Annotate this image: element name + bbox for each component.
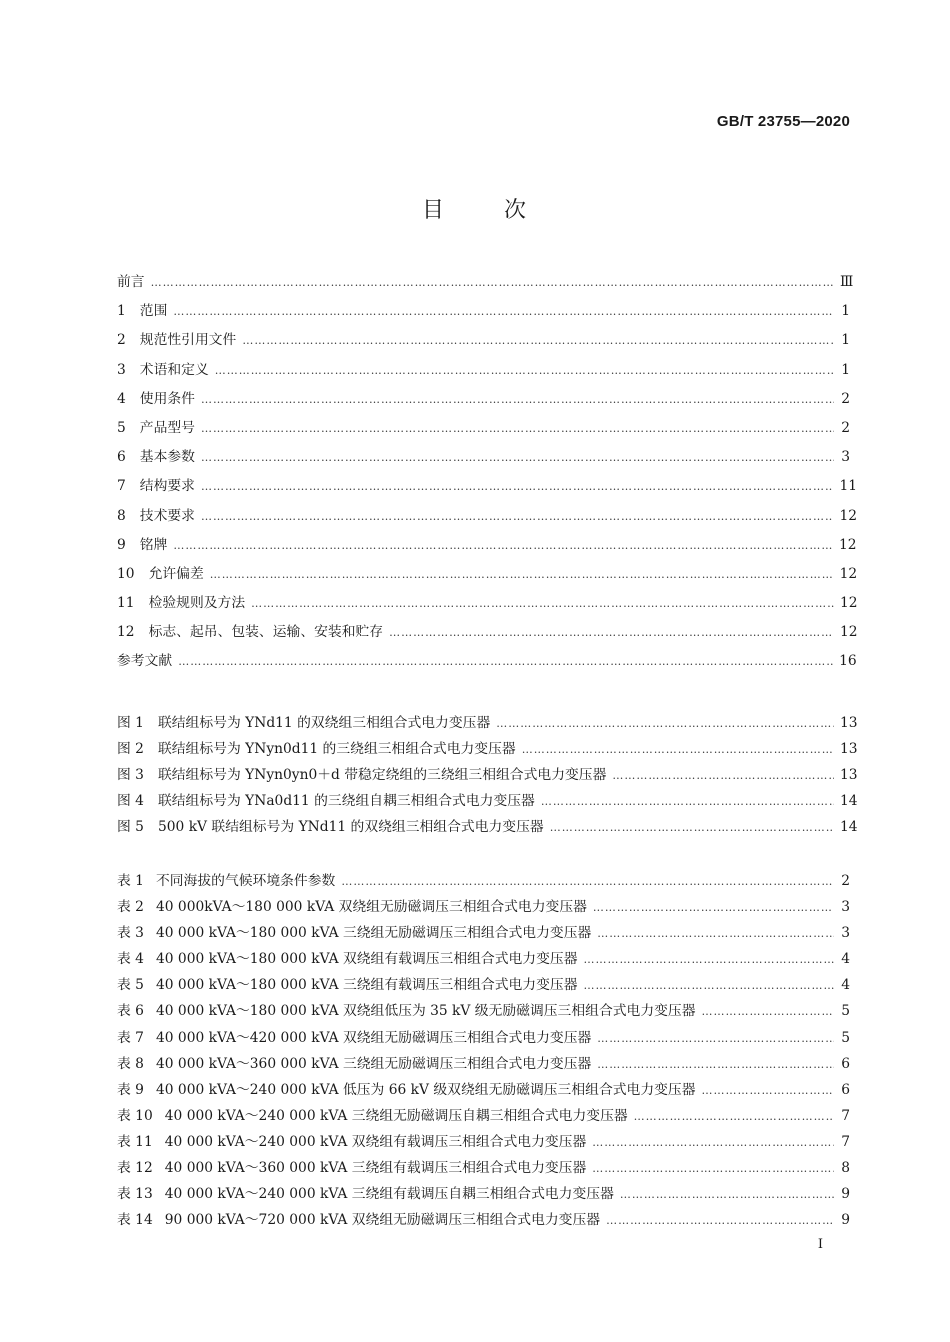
entry-title: 范围	[139, 303, 168, 320]
entry-number: 表 9	[117, 1081, 144, 1098]
toc-entry[interactable]	[117, 921, 850, 947]
entry-page: 9	[841, 1212, 850, 1229]
dot-leader	[173, 539, 833, 552]
entry-number: 表 3	[117, 925, 144, 942]
entry-title: 40 000 kVA～240 000 kVA 低压为 66 kV 级双绕组无励磁调压三相组合式电力变压器	[155, 1081, 696, 1098]
toc-entry[interactable]	[117, 1078, 850, 1104]
entry-title: 术语和定义	[139, 361, 209, 378]
entry-number: 5	[117, 419, 126, 436]
dot-leader	[584, 953, 835, 966]
toc-entry[interactable]	[117, 1156, 850, 1182]
dot-leader	[597, 927, 834, 940]
entry-page: 11	[839, 478, 858, 495]
entry-page: 3	[841, 899, 850, 916]
entry-number: 表 11	[117, 1133, 153, 1150]
entry-page: 5	[841, 1003, 850, 1020]
entry-page: Ⅲ	[840, 274, 854, 290]
dot-leader	[597, 1032, 834, 1045]
toc-entry[interactable]	[117, 895, 850, 921]
entry-page: 3	[841, 449, 850, 466]
entry-title: 联结组标号为 YNd11 的双绕组三相组合式电力变压器	[157, 715, 491, 731]
entry-number: 表 14	[117, 1212, 153, 1229]
entry-page: 3	[841, 925, 850, 942]
tables-list	[117, 869, 850, 1234]
dot-leader	[496, 717, 834, 730]
dot-leader	[178, 655, 833, 668]
entry-title: 40 000 kVA～360 000 kVA 三绕组有载调压三相组合式电力变压器	[164, 1160, 587, 1177]
entry-page: 8	[841, 1160, 850, 1177]
toc-entry[interactable]	[117, 999, 850, 1025]
entry-page: 5	[841, 1029, 850, 1046]
dot-leader	[593, 901, 834, 914]
entry-title: 90 000 kVA～720 000 kVA 双绕组无励磁调压三相组合式电力变压器	[164, 1212, 601, 1229]
entry-number: 10	[117, 565, 135, 582]
toc-entry[interactable]	[117, 649, 857, 678]
entry-number: 1	[117, 303, 126, 320]
dot-leader	[201, 510, 834, 523]
entry-page: 9	[841, 1186, 850, 1203]
toc-entry[interactable]	[117, 562, 858, 591]
entry-title: 规范性引用文件	[139, 332, 237, 349]
entry-page: 1	[841, 332, 850, 349]
entry-number: 表 12	[117, 1160, 153, 1177]
entry-title: 标志、起吊、包装、运输、安装和贮存	[148, 624, 384, 641]
entry-page: 2	[841, 419, 850, 436]
dot-leader	[541, 795, 834, 808]
toc-entry[interactable]	[117, 1208, 850, 1234]
entry-title: 40 000 kVA～420 000 kVA 双绕组无励磁调压三相组合式电力变压器	[155, 1029, 592, 1046]
entry-title: 联结组标号为 YNyn0d11 的三绕组三相组合式电力变压器	[157, 741, 516, 758]
entry-number: 图 4	[117, 793, 144, 810]
toc-entry[interactable]	[117, 869, 850, 895]
entry-number: 表 7	[117, 1029, 144, 1046]
entry-title: 40 000 kVA～240 000 kVA 三绕组无励磁调压自耦三相组合式电力变压器	[164, 1107, 628, 1124]
dot-leader	[389, 626, 834, 639]
dot-leader	[242, 334, 834, 347]
toc-entry[interactable]	[117, 387, 850, 416]
entry-title: 铭牌	[139, 536, 168, 553]
entry-number: 图 3	[117, 767, 144, 784]
entry-title: 参考文献	[117, 653, 173, 670]
entry-title: 40 000 kVA～240 000 kVA 三绕组有载调压自耦三相组合式电力变压器	[164, 1186, 614, 1203]
toc-entry[interactable]	[117, 1182, 850, 1208]
toc-entry[interactable]	[117, 1130, 850, 1156]
entry-number: 9	[117, 536, 126, 553]
toc-entry[interactable]	[117, 763, 858, 789]
page-title	[0, 193, 950, 224]
entry-page: 7	[841, 1107, 850, 1124]
toc-entry[interactable]	[117, 504, 858, 533]
entry-number: 表 1	[117, 873, 144, 889]
entry-number: 8	[117, 507, 126, 524]
entry-number: 图 2	[117, 741, 144, 758]
toc-entry[interactable]	[117, 445, 850, 474]
entry-page: 12	[839, 565, 858, 582]
entry-page: 12	[839, 536, 857, 553]
entry-number: 12	[117, 624, 135, 641]
dot-leader	[592, 1162, 834, 1175]
entry-number: 7	[117, 478, 126, 495]
dot-leader	[210, 568, 834, 581]
toc-entry[interactable]	[117, 328, 850, 357]
entry-title: 联结组标号为 YNyn0yn0＋d 带稳定绕组的三绕组三相组合式电力变压器	[157, 767, 607, 784]
entry-title: 技术要求	[139, 507, 195, 524]
dot-leader	[173, 305, 834, 318]
entry-title: 40 000 kVA～360 000 kVA 三绕组无励磁调压三相组合式电力变压器	[155, 1055, 592, 1072]
entry-page: 2	[841, 873, 850, 889]
entry-page: 14	[840, 819, 858, 836]
entry-number: 图 1	[117, 715, 144, 731]
contents-list	[117, 270, 858, 679]
dot-leader	[620, 1188, 834, 1201]
entry-number: 表 13	[117, 1186, 153, 1203]
entry-number: 表 10	[117, 1107, 153, 1124]
dot-leader	[606, 1214, 834, 1227]
toc-entry[interactable]	[117, 416, 850, 445]
toc-entry[interactable]	[117, 973, 850, 999]
dot-leader	[634, 1110, 834, 1123]
toc-entry[interactable]	[117, 815, 858, 841]
toc-entry[interactable]	[117, 1104, 850, 1130]
dot-leader	[341, 875, 834, 888]
entry-title: 500 kV 联结组标号为 YNd11 的双绕组三相组合式电力变压器	[157, 819, 544, 836]
entry-number: 表 2	[117, 899, 144, 916]
page-number: Ⅰ	[817, 1237, 823, 1252]
dot-leader	[522, 743, 834, 756]
toc-entry[interactable]	[117, 620, 858, 649]
toc-entry[interactable]	[117, 591, 858, 620]
entry-page: 12	[840, 624, 858, 641]
toc-entry[interactable]	[117, 474, 858, 503]
entry-page: 14	[840, 793, 858, 810]
entry-title: 40 000 kVA～240 000 kVA 双绕组有载调压三相组合式电力变压器	[164, 1133, 587, 1150]
entry-page: 1	[841, 361, 850, 378]
entry-page: 4	[841, 951, 850, 968]
entry-page: 12	[839, 507, 858, 524]
entry-title: 结构要求	[139, 478, 195, 495]
toc-entry[interactable]	[117, 270, 854, 299]
entry-page: 7	[841, 1133, 850, 1150]
entry-number: 2	[117, 332, 126, 349]
standard-code: GB/T 23755—2020	[716, 113, 850, 130]
title-char-2: 次	[504, 198, 529, 223]
entry-title: 40 000kVA～180 000 kVA 双绕组无励磁调压三相组合式电力变压器	[155, 899, 587, 916]
dot-leader	[584, 979, 835, 992]
entry-page: 16	[839, 653, 857, 670]
dot-leader	[702, 1084, 834, 1097]
entry-title: 不同海拔的气候环境条件参数	[155, 873, 336, 889]
dot-leader	[612, 769, 834, 782]
dot-leader	[215, 364, 834, 377]
entry-number: 表 4	[117, 951, 144, 968]
dot-leader	[201, 422, 834, 435]
entry-page: 4	[841, 977, 850, 994]
dot-leader	[597, 1058, 834, 1071]
entry-number: 表 6	[117, 1003, 144, 1020]
entry-page: 13	[840, 741, 858, 758]
entry-title: 40 000 kVA～180 000 kVA 双绕组有载调压三相组合式电力变压器	[155, 951, 578, 968]
toc-entry[interactable]	[117, 299, 850, 328]
entry-number: 4	[117, 390, 126, 407]
dot-leader	[592, 1136, 834, 1149]
entry-number: 表 8	[117, 1055, 144, 1072]
entry-page: 13	[840, 715, 858, 731]
figures-list	[117, 711, 858, 841]
entry-number: 11	[117, 595, 135, 612]
title-char-1: 目	[421, 198, 446, 223]
toc-entry[interactable]	[117, 789, 858, 815]
entry-number: 3	[117, 361, 126, 378]
toc-entry[interactable]	[117, 947, 850, 973]
entry-title: 使用条件	[139, 390, 195, 407]
entry-number: 6	[117, 449, 126, 466]
entry-page: 6	[841, 1055, 850, 1072]
dot-leader	[201, 480, 834, 493]
entry-title: 前言	[117, 274, 145, 290]
entry-title: 基本参数	[139, 449, 195, 466]
dot-leader	[702, 1005, 834, 1018]
toc-entry[interactable]	[117, 711, 858, 737]
entry-title: 40 000 kVA～180 000 kVA 双绕组低压为 35 kV 级无励磁调压三相组合式电力变压器	[155, 1003, 696, 1020]
dot-leader	[201, 393, 834, 406]
entry-title: 40 000 kVA～180 000 kVA 三绕组有载调压三相组合式电力变压器	[155, 977, 578, 994]
entry-title: 联结组标号为 YNa0d11 的三绕组自耦三相组合式电力变压器	[157, 793, 535, 810]
entry-number: 图 5	[117, 819, 144, 836]
entry-title: 40 000 kVA～180 000 kVA 三绕组无励磁调压三相组合式电力变压器	[155, 925, 592, 942]
toc-entry[interactable]	[117, 1052, 850, 1078]
entry-page: 13	[840, 767, 858, 784]
toc-entry[interactable]	[117, 358, 850, 387]
entry-page: 12	[840, 595, 858, 612]
toc-entry[interactable]	[117, 1026, 850, 1052]
entry-number: 表 5	[117, 977, 144, 994]
entry-title: 产品型号	[139, 419, 195, 436]
dot-leader	[151, 276, 834, 289]
entry-page: 1	[841, 303, 850, 320]
dot-leader	[550, 821, 834, 834]
dot-leader	[251, 597, 834, 610]
entry-page: 6	[841, 1081, 850, 1098]
entry-page: 2	[841, 390, 850, 407]
entry-title: 检验规则及方法	[148, 595, 246, 612]
dot-leader	[201, 451, 834, 464]
entry-title: 允许偏差	[148, 565, 204, 582]
toc-entry[interactable]	[117, 533, 857, 562]
toc-entry[interactable]	[117, 737, 858, 763]
